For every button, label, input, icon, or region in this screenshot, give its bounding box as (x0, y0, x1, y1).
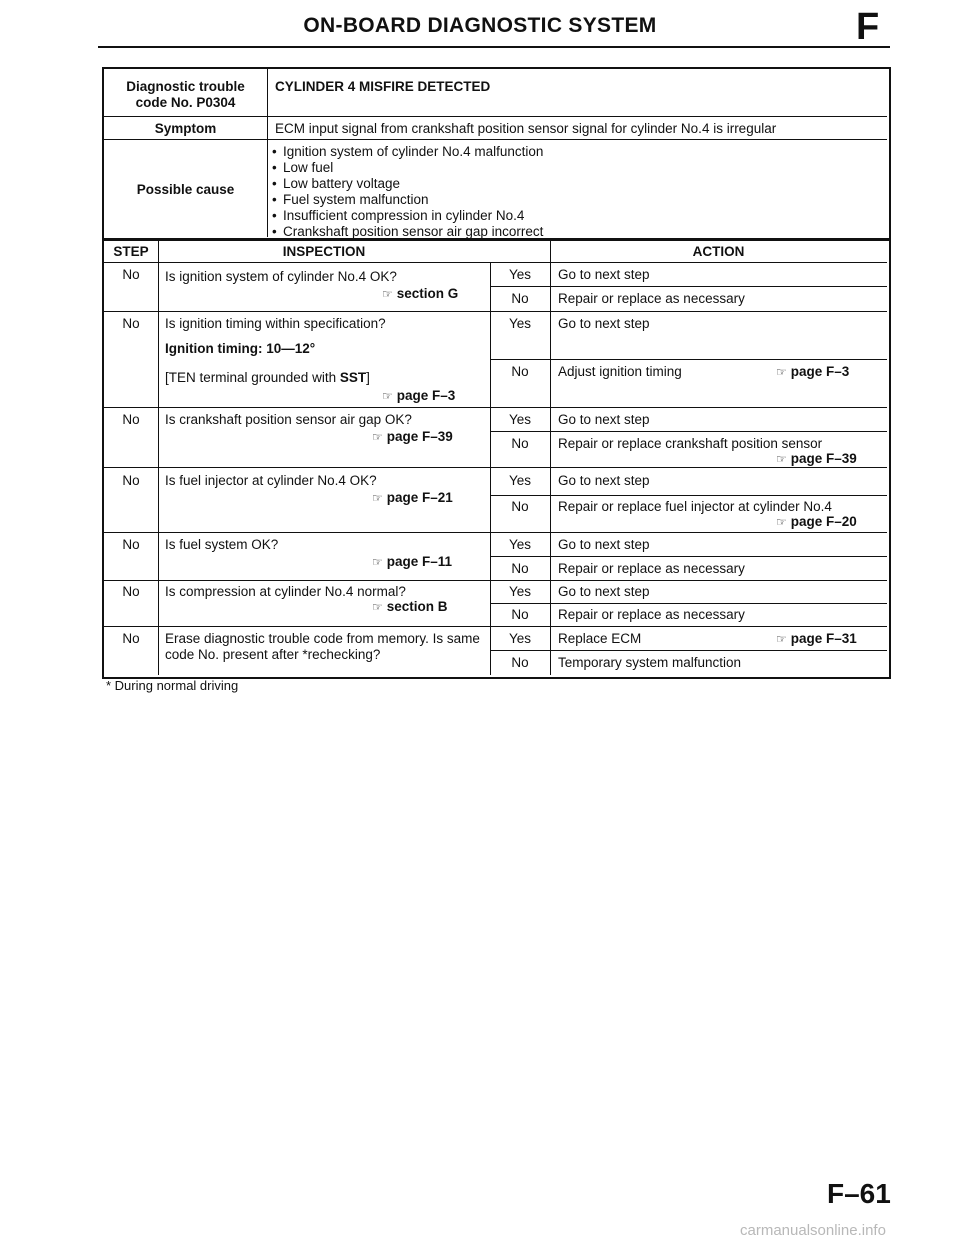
step-number: No (122, 631, 140, 646)
condition-part: SST (339, 370, 367, 385)
divider (490, 431, 887, 432)
pointing-hand-icon: ☞ (382, 287, 393, 301)
action-text: Go to next step (558, 537, 650, 552)
possible-cause-label: Possible cause (136, 182, 235, 197)
divider (490, 603, 887, 604)
inspection-text (165, 631, 480, 663)
reference (382, 388, 455, 404)
page-number: F–61 (827, 1178, 891, 1209)
pointing-hand-icon: ☞ (372, 491, 383, 505)
reference (776, 451, 857, 467)
list-item: • Insufficient compression in cylinder No.4 (270, 208, 543, 224)
reference (372, 599, 448, 615)
pointing-hand-icon: ☞ (382, 389, 393, 403)
header-rule (98, 46, 890, 48)
action-text: Go to next step (558, 267, 650, 282)
spec-text: Ignition timing: 10—12° (165, 341, 316, 356)
pointing-hand-icon: ☞ (372, 600, 383, 614)
pointing-hand-icon: ☞ (776, 452, 787, 466)
action-text: Repair or replace crankshaft position sensor (558, 436, 823, 451)
reference (776, 364, 849, 380)
reference-text: section G (396, 286, 459, 301)
dtc-label-line: code No. P0304 (135, 95, 236, 110)
inspection-text: Is compression at cylinder No.4 normal? (165, 584, 406, 599)
section-letter: F (856, 6, 880, 48)
divider (550, 240, 551, 675)
result-yes: Yes (508, 537, 532, 552)
divider (104, 139, 887, 140)
result-no: No (511, 436, 529, 451)
reference-text: section B (386, 599, 448, 614)
result-no: No (511, 291, 529, 306)
divider (104, 467, 887, 468)
header-step: STEP (113, 244, 149, 259)
divider (490, 650, 887, 651)
action-text: Adjust ignition timing (558, 364, 682, 379)
dtc-label (104, 79, 267, 111)
result-yes: Yes (508, 473, 532, 488)
inspection-line: code No. present after *rechecking? (165, 647, 381, 662)
step-number: No (122, 316, 140, 331)
step-number: No (122, 412, 140, 427)
result-yes: Yes (508, 412, 532, 427)
action-text: Go to next step (558, 316, 650, 331)
divider (490, 359, 887, 360)
divider (104, 311, 887, 312)
divider (490, 495, 887, 496)
pointing-hand-icon: ☞ (776, 365, 787, 379)
symptom-label: Symptom (154, 121, 217, 136)
inspection-text: Is crankshaft position sensor air gap OK? (165, 412, 412, 427)
step-number: No (122, 267, 140, 282)
reference (372, 490, 453, 506)
reference-text: page F–20 (790, 514, 857, 529)
step-number: No (122, 584, 140, 599)
pointing-hand-icon: ☞ (776, 632, 787, 646)
reference-text: page F–11 (386, 554, 453, 569)
divider (104, 580, 887, 581)
divider (104, 262, 887, 263)
result-no: No (511, 364, 529, 379)
condition-part: [TEN terminal grounded with (165, 370, 340, 385)
inspection-table (102, 238, 891, 679)
list-item: • Fuel system malfunction (270, 192, 543, 208)
action-text: Repair or replace as necessary (558, 291, 745, 306)
page-title: ON-BOARD DIAGNOSTIC SYSTEM (303, 14, 657, 37)
inspection-text: Is fuel system OK? (165, 537, 279, 552)
dtc-info-box (102, 67, 891, 241)
reference-text: page F–21 (386, 490, 453, 505)
step-number: No (122, 473, 140, 488)
list-item: • Crankshaft position sensor air gap incorrect (270, 224, 543, 240)
reference (372, 554, 452, 570)
divider (104, 116, 887, 117)
list-item: • Ignition system of cylinder No.4 malfunction (270, 144, 543, 160)
condition-text (165, 370, 370, 386)
result-yes: Yes (508, 316, 532, 331)
header-inspection: INSPECTION (282, 244, 366, 259)
symptom-value: ECM input signal from crankshaft position sensor signal for cylinder No.4 is irregular (275, 121, 777, 136)
action-text: Repair or replace fuel injector at cylinder No.4 (558, 499, 832, 514)
divider (104, 626, 887, 627)
action-text: Repair or replace as necessary (558, 561, 745, 576)
reference-text: page F–39 (386, 429, 453, 444)
divider (490, 556, 887, 557)
pointing-hand-icon: ☞ (372, 430, 383, 444)
list-item: • Low battery voltage (270, 176, 543, 192)
result-yes: Yes (508, 584, 532, 599)
step-number: No (122, 537, 140, 552)
reference-text: page F–31 (790, 631, 857, 646)
footnote: * During normal driving (106, 678, 239, 693)
divider (490, 286, 887, 287)
action-text: Go to next step (558, 473, 650, 488)
divider (158, 240, 159, 675)
action-text: Replace ECM (558, 631, 642, 646)
reference (372, 429, 453, 445)
result-no: No (511, 655, 529, 670)
inspection-text: Is ignition system of cylinder No.4 OK? (165, 269, 397, 284)
reference (776, 631, 857, 647)
divider (267, 69, 268, 237)
reference-text: page F–39 (790, 451, 857, 466)
watermark: carmanualsonline.info (740, 1222, 886, 1239)
action-text: Go to next step (558, 584, 650, 599)
reference (776, 514, 857, 530)
inspection-text: Is ignition timing within specification? (165, 316, 386, 331)
reference-text: page F–3 (790, 364, 850, 379)
divider (104, 532, 887, 533)
action-text: Temporary system malfunction (558, 655, 742, 670)
result-no: No (511, 607, 529, 622)
condition-part: ] (366, 370, 370, 385)
result-no: No (511, 499, 529, 514)
action-text: Repair or replace as necessary (558, 607, 745, 622)
reference (382, 286, 458, 302)
action-text: Go to next step (558, 412, 650, 427)
list-item: • Low fuel (270, 160, 543, 176)
result-no: No (511, 561, 529, 576)
inspection-text: Is fuel injector at cylinder No.4 OK? (165, 473, 377, 488)
pointing-hand-icon: ☞ (372, 555, 383, 569)
result-yes: Yes (508, 267, 532, 282)
pointing-hand-icon: ☞ (776, 515, 787, 529)
header-action: ACTION (692, 244, 745, 259)
divider (104, 407, 887, 408)
possible-cause-list (270, 144, 543, 240)
dtc-label-line: Diagnostic trouble (126, 79, 245, 94)
reference-text: page F–3 (396, 388, 456, 403)
dtc-value: CYLINDER 4 MISFIRE DETECTED (275, 79, 491, 94)
result-yes: Yes (508, 631, 532, 646)
inspection-line: Erase diagnostic trouble code from memory. Is same (165, 631, 480, 646)
